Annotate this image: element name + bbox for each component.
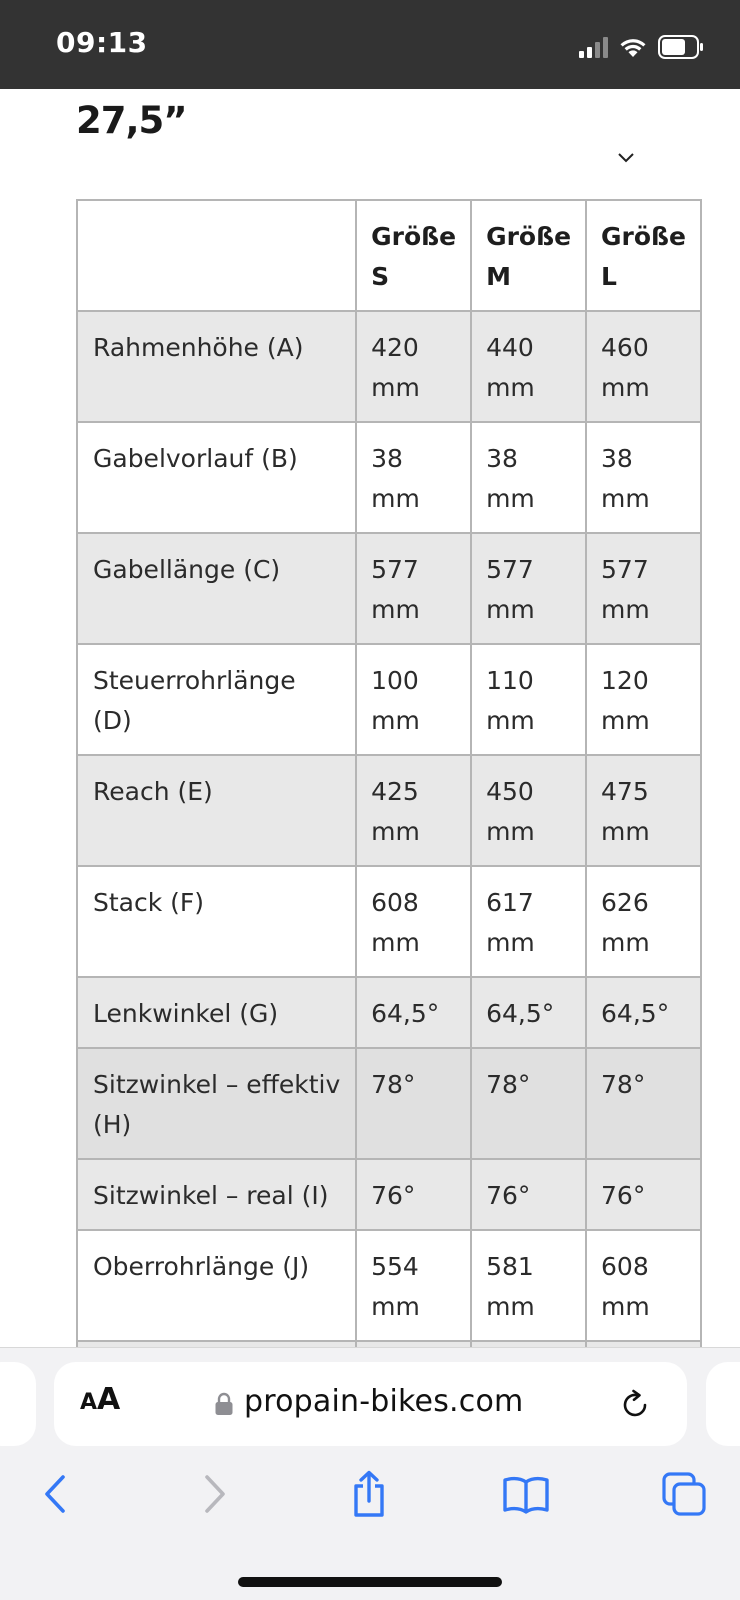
tabs-icon [661,1471,707,1517]
previous-tab-preview[interactable] [0,1362,36,1446]
row-label: Sitzwinkel – real (I) [77,1159,356,1230]
bookmarks-button[interactable] [496,1469,556,1519]
header-size-m: Größe M [471,200,586,311]
row-label: Oberrohrlänge (J) [77,1230,356,1341]
cell-size-s: 38 mm [356,422,471,533]
book-icon [502,1474,550,1514]
reload-icon[interactable] [619,1388,651,1424]
header-cell [77,200,356,311]
back-chevron-icon [41,1474,69,1514]
row-label: Lenkwinkel (G) [77,977,356,1048]
browser-toolbar [0,1447,740,1600]
status-time: 09:13 [56,26,148,59]
section-title: 27,5” [76,99,187,142]
cell-size-l: 64,5° [586,977,701,1048]
address-bar-area [0,1347,740,1447]
table-header-row [77,200,701,311]
cell-size-l: 626 mm [586,866,701,977]
wifi-icon [618,36,648,58]
table-row [77,533,701,644]
url-field[interactable] [54,1362,687,1446]
cell-size-l: 475 mm [586,755,701,866]
chevron-down-icon[interactable] [617,149,635,167]
row-label: Steuerrohrlänge (D) [77,644,356,755]
aa-big-letter: A [97,1382,121,1417]
cell-size-m: 64,5° [471,977,586,1048]
cell-size-m: 76° [471,1159,586,1230]
aa-small-letter: A [80,1390,98,1415]
cell-size-s: 608 mm [356,866,471,977]
row-label: Rahmenhöhe (A) [77,311,356,422]
url-text: propain-bikes.com [244,1384,524,1419]
header-size-l: Größe L [586,200,701,311]
geometry-table [76,199,702,1347]
cell-size-s: 76° [356,1159,471,1230]
cell-size-s: 78° [356,1048,471,1159]
cell-size-l: 460 mm [586,311,701,422]
table-row [77,977,701,1048]
table-row [77,755,701,866]
row-label: Gabelvorlauf (B) [77,422,356,533]
cell-size-l: 78° [586,1048,701,1159]
table-row [77,644,701,755]
web-content [0,89,740,1347]
status-icons [579,34,704,60]
home-indicator[interactable] [238,1577,502,1587]
cell-size-s: 100 mm [356,644,471,755]
cell-size-s: 554 mm [356,1230,471,1341]
back-button[interactable] [25,1469,85,1519]
table-row [77,1230,701,1341]
cell-size-m: 450 mm [471,755,586,866]
cell-size-s: 64,5° [356,977,471,1048]
forward-chevron-icon [201,1474,229,1514]
table-row [77,422,701,533]
header-size-s: Größe S [356,200,471,311]
table-row [77,311,701,422]
cell-size-s: 425 mm [356,755,471,866]
share-button[interactable] [339,1469,399,1519]
battery-icon [658,35,704,59]
page-settings-button[interactable] [80,1382,120,1417]
cell-size-m: 110 mm [471,644,586,755]
row-label: Stack (F) [77,866,356,977]
cellular-signal-icon [579,36,608,58]
cell-size-l: 76° [586,1159,701,1230]
table-row [77,866,701,977]
table-row [77,1048,701,1159]
lock-icon [214,1392,234,1420]
share-icon [349,1470,389,1518]
row-label: Reach (E) [77,755,356,866]
cell-size-m: 577 mm [471,533,586,644]
cell-size-m: 440 mm [471,311,586,422]
row-label: Sitzwinkel – effektiv (H) [77,1048,356,1159]
cell-size-l: 38 mm [586,422,701,533]
cell-size-m: 38 mm [471,422,586,533]
forward-button[interactable] [185,1469,245,1519]
cell-size-s: 420 mm [356,311,471,422]
status-bar [0,0,740,89]
cell-size-m: 617 mm [471,866,586,977]
cell-size-l: 608 mm [586,1230,701,1341]
row-label: Gabellänge (C) [77,533,356,644]
table-row [77,1159,701,1230]
cell-size-l: 120 mm [586,644,701,755]
cell-size-m: 78° [471,1048,586,1159]
cell-size-m: 581 mm [471,1230,586,1341]
next-tab-preview[interactable] [706,1362,740,1446]
cell-size-s: 577 mm [356,533,471,644]
cell-size-l: 577 mm [586,533,701,644]
tabs-button[interactable] [654,1469,714,1519]
